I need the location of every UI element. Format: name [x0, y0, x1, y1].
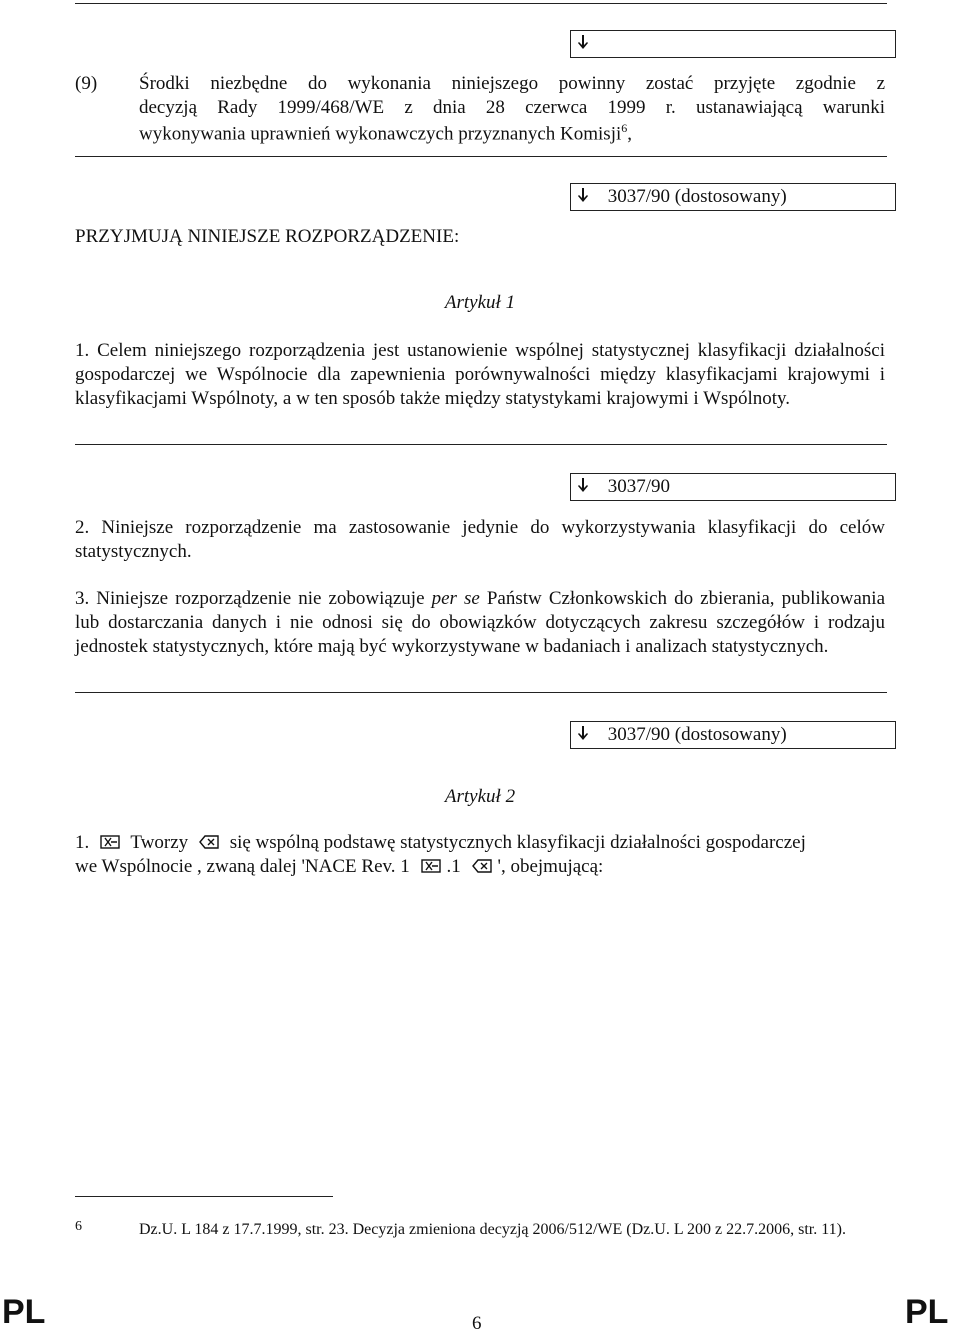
- rule-3: [75, 692, 887, 693]
- para9-line1: [139, 73, 885, 95]
- para9-line1-word: z: [876, 73, 885, 94]
- para9-number: (9): [75, 73, 98, 94]
- art2-num: 1.: [75, 832, 90, 853]
- para9-line1-word: niezbędne: [210, 73, 288, 94]
- ref-box-top: [570, 30, 896, 58]
- insert-start-icon: [421, 859, 441, 873]
- para3-end: Państw Członkowskich do zbierania, publikowania lub dostarczania danych i nie odnosi się do obowiązków dotyczących zakresu szczegółów i rodzaju jednostek statystycznych, które mają być wykorzystywane w badaniach i analizach statystycznych.: [75, 588, 886, 657]
- footer-lang-left: PL: [2, 1293, 46, 1331]
- para9-line3-end: ,: [627, 123, 632, 145]
- article2-para1-line2: [75, 856, 603, 878]
- rule-2: [75, 444, 887, 445]
- art2-l2-b: .1: [446, 856, 461, 877]
- para9-line1-word: przyjęte: [713, 73, 776, 94]
- para9-line1-word: powinny: [558, 73, 626, 94]
- ref-box-adapted-1: [570, 183, 896, 211]
- page-number: 6: [472, 1313, 482, 1334]
- footer-lang-right: PL: [905, 1293, 949, 1331]
- insert-end-icon: [199, 835, 219, 849]
- para9-line2: decyzją Rady 1999/468/WE z dnia 28 czerwca 1999 r. ustanawiającą warunki: [139, 97, 885, 118]
- article1-title: Artykuł 1: [444, 292, 516, 313]
- article2-para1-line1: [75, 832, 887, 854]
- down-arrow-icon: [577, 725, 593, 743]
- art2-rest: się wspólną podstawę statystycznych klasyfikacji działalności gospodarczej: [229, 832, 806, 853]
- article1-para3: [75, 587, 885, 659]
- ref-text-adapted-1: 3037/90 (dostosowany): [607, 186, 787, 207]
- insert-end-icon: [472, 859, 492, 873]
- art2-l2-a: we Wspólnocie , zwaną dalej 'NACE Rev. 1: [75, 856, 410, 877]
- footnote-ref[interactable]: 6: [621, 121, 628, 135]
- article2-title: Artykuł 2: [444, 786, 516, 807]
- para9-line3-text: wykonywania uprawnień wykonawczych przyznanych Komisji: [139, 123, 622, 145]
- adoption-formula: PRZYJMUJĄ NINIEJSZE ROZPORZĄDZENIE:: [75, 226, 460, 247]
- para9-line1-word: Środki: [139, 73, 190, 94]
- ref-text-3037: 3037/90: [607, 476, 671, 497]
- para9-line1-word: zostać: [645, 73, 694, 94]
- insert-start-icon: [100, 835, 120, 849]
- footnote-number: 6: [75, 1219, 82, 1234]
- art2-word: Tworzy: [130, 832, 189, 853]
- article1-para1: 1. Celem niniejszego rozporządzenia jest ustanowienie wspólnej statystycznej klasyfikacji działalności gospodarczej we Wspólnocie dla zapewnienia porównywalności między klasyfikacjami krajowymi i klasyfikacjami Wspólnoty, a w ten sposób także między statystykami krajowymi i Wspólnoty.: [75, 340, 885, 409]
- ref-box-3037: [570, 473, 896, 501]
- down-arrow-icon: [577, 477, 593, 495]
- rule-1: [75, 156, 887, 157]
- footnote-text: Dz.U. L 184 z 17.7.1999, str. 23. Decyzja zmieniona decyzją 2006/512/WE (Dz.U. L 200 z 22.7.2006, str. 11).: [139, 1221, 846, 1238]
- para9-line1-word: do: [307, 73, 327, 94]
- down-arrow-icon: [577, 187, 593, 205]
- article1-para2: 2. Niniejsze rozporządzenie ma zastosowanie jedynie do wykorzystywania klasyfikacji do celów statystycznych.: [75, 517, 885, 562]
- para3-italic: per se: [431, 588, 480, 609]
- para9-line1-word: zgodnie: [795, 73, 856, 94]
- para9-line3: [139, 121, 632, 145]
- art2-l2-c: ', obejmującą:: [497, 856, 604, 877]
- para9-line1-word: wykonania: [347, 73, 431, 94]
- para9-line1-word: niniejszego: [451, 73, 539, 94]
- para3-start: 3. Niniejsze rozporządzenie nie zobowiązuje: [75, 588, 425, 609]
- footnote-rule: [75, 1196, 333, 1197]
- ref-box-adapted-2: [570, 721, 896, 749]
- ref-text-adapted-2: 3037/90 (dostosowany): [607, 724, 787, 745]
- top-rule: [75, 3, 887, 4]
- down-arrow-icon: [577, 34, 593, 52]
